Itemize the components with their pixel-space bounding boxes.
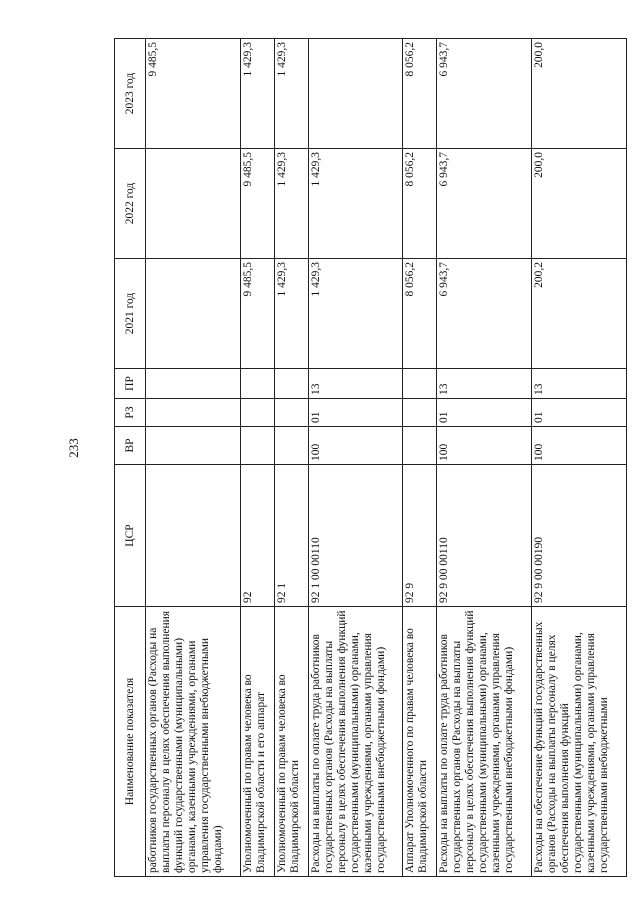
cell-vr: 100 (308, 427, 403, 465)
cell-pr (240, 369, 274, 399)
cell-csr: 92 9 00 00190 (532, 465, 627, 607)
cell-vr: 100 (532, 427, 627, 465)
cell-2022: 6 943,7 (437, 149, 532, 259)
cell-2021: 1 429,3 (308, 259, 403, 369)
header-2022: 2022 год (115, 149, 146, 259)
cell-2022: 1 429,3 (308, 149, 403, 259)
cell-name: Уполномоченный по правам человека во Владимирской области и его аппарат (240, 607, 274, 877)
cell-rz: 01 (532, 399, 627, 427)
cell-2023: 9 485,5 (146, 39, 241, 149)
cell-csr: 92 1 00 00110 (308, 465, 403, 607)
cell-2021: 1 429,3 (274, 259, 308, 369)
header-vr: ВР (115, 427, 146, 465)
cell-rz: 01 (308, 399, 403, 427)
cell-name: Расходы на выплаты по оплате труда работников государственных органов (Расходы на выплаты персоналу в целях обеспечения выполнения функций государственными (муниципальными) органами, казенными учреждениями, органами управления государственными внебюджетными фондами) (308, 607, 403, 877)
cell-2021: 200,2 (532, 259, 627, 369)
cell-2023: 1 429,3 (274, 39, 308, 149)
cell-name: Уполномоченный по правам человека во Владимирской области (274, 607, 308, 877)
cell-name: Расходы на выплаты по оплате труда работников государственных органов (Расходы на выплаты персоналу в целях обеспечения выполнения функций государственными (муниципальными) органами, казенными учреждениями, органами управления государственными внебюджетными фондами) (437, 607, 532, 877)
cell-2022: 9 485,5 (240, 149, 274, 259)
cell-vr: 100 (437, 427, 532, 465)
table-row (437, 39, 532, 877)
cell-rz: 01 (437, 399, 532, 427)
cell-name: Расходы на обеспечение функций государственных органов (Расходы на выплаты персоналу в целях обеспечения выполнения функций государственными (муниципальными) органами, казенными учреждениями, органами управления государственными внебюджетными (532, 607, 627, 877)
cell-rz (403, 399, 437, 427)
cell-csr: 92 9 00 00110 (437, 465, 532, 607)
header-name: Наименование показателя (115, 607, 146, 877)
cell-2021: 8 056,2 (403, 259, 437, 369)
cell-vr (403, 427, 437, 465)
budget-table (114, 38, 627, 877)
cell-pr: 13 (532, 369, 627, 399)
table-row (308, 39, 403, 877)
cell-name: Аппарат Уполномоченного по правам человека во Владимирской области (403, 607, 437, 877)
cell-2022: 1 429,3 (274, 149, 308, 259)
table-row (146, 39, 241, 877)
cell-name: работников государственных органов (Расходы на выплаты персоналу в целях обеспечения выполнения функций государственными (муниципальными) органами, казенными учреждениями, органами управления государственными внебюджетными фондами) (146, 607, 241, 877)
rotated-table-wrapper (114, 39, 627, 877)
table-row (532, 39, 627, 877)
cell-2022: 200,0 (532, 149, 627, 259)
cell-pr (146, 369, 241, 399)
cell-2023 (308, 39, 403, 149)
cell-2021: 9 485,5 (240, 259, 274, 369)
table-header-row (115, 39, 146, 877)
cell-2021 (146, 259, 241, 369)
header-2021: 2021 год (115, 259, 146, 369)
cell-vr (240, 427, 274, 465)
cell-2023: 8 056,2 (403, 39, 437, 149)
cell-vr (146, 427, 241, 465)
cell-2022 (146, 149, 241, 259)
table-row (403, 39, 437, 877)
cell-pr: 13 (437, 369, 532, 399)
cell-2022: 8 056,2 (403, 149, 437, 259)
cell-pr (274, 369, 308, 399)
header-csr: ЦСР (115, 465, 146, 607)
cell-2023: 1 429,3 (240, 39, 274, 149)
cell-pr: 13 (308, 369, 403, 399)
cell-csr: 92 1 (274, 465, 308, 607)
header-pr: ПР (115, 369, 146, 399)
cell-rz (274, 399, 308, 427)
table-row (240, 39, 274, 877)
cell-rz (146, 399, 241, 427)
cell-csr: 92 (240, 465, 274, 607)
table-row (274, 39, 308, 877)
cell-csr (146, 465, 241, 607)
cell-vr (274, 427, 308, 465)
header-rz: РЗ (115, 399, 146, 427)
page-number: 233 (65, 438, 81, 458)
cell-rz (240, 399, 274, 427)
cell-2021: 6 943,7 (437, 259, 532, 369)
header-2023: 2023 год (115, 39, 146, 149)
cell-2023: 6 943,7 (437, 39, 532, 149)
cell-pr (403, 369, 437, 399)
cell-2023: 200,0 (532, 39, 627, 149)
cell-csr: 92 9 (403, 465, 437, 607)
